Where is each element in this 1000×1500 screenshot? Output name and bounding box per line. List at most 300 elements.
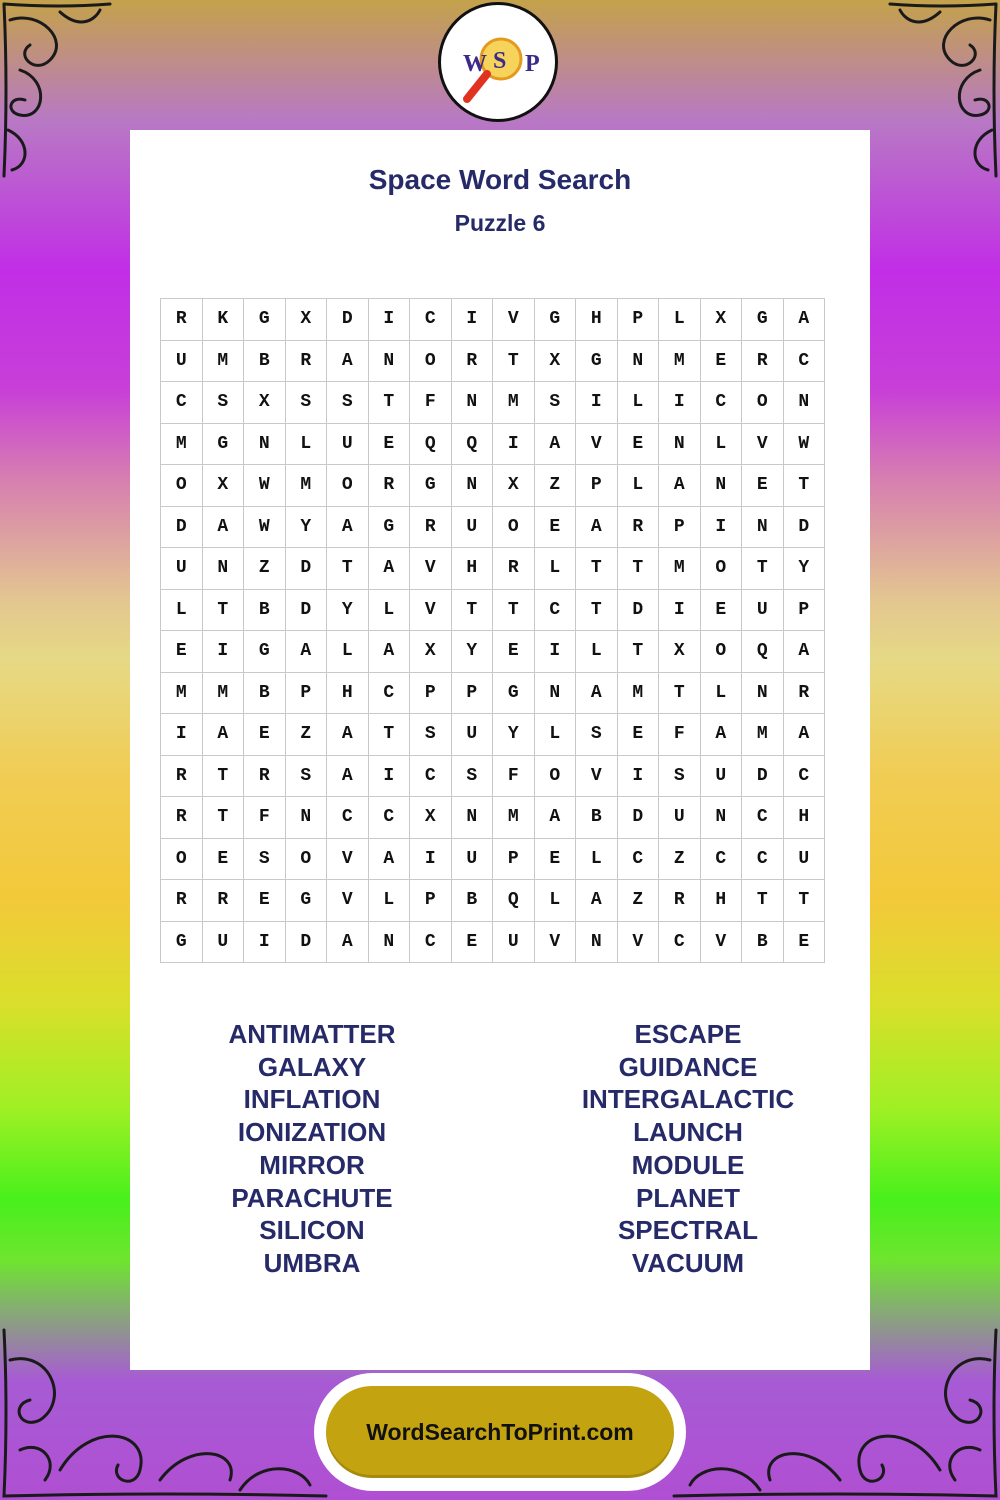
grid-cell[interactable]: D: [617, 589, 659, 631]
grid-cell[interactable]: R: [659, 880, 701, 922]
grid-cell[interactable]: M: [285, 465, 327, 507]
grid-cell[interactable]: N: [451, 382, 493, 424]
word-item: SPECTRAL: [617, 1215, 759, 1246]
grid-cell[interactable]: D: [285, 589, 327, 631]
puzzle-subtitle: Puzzle 6: [454, 210, 546, 236]
grid-cell[interactable]: R: [161, 797, 203, 839]
grid-cell[interactable]: P: [659, 506, 701, 548]
grid-cell[interactable]: G: [410, 465, 452, 507]
grid-cell[interactable]: A: [534, 423, 576, 465]
grid-cell[interactable]: A: [327, 714, 369, 756]
word-item: GUIDANCE: [618, 1051, 758, 1082]
grid-row: [161, 838, 825, 880]
grid-cell[interactable]: C: [659, 921, 701, 963]
word-item: ESCAPE: [634, 1019, 742, 1049]
grid-cell[interactable]: D: [783, 506, 825, 548]
logo-letter-w: W: [463, 51, 487, 77]
grid-row: [161, 755, 825, 797]
grid-cell[interactable]: A: [576, 506, 618, 548]
grid-cell[interactable]: M: [202, 340, 244, 382]
grid-cell[interactable]: A: [700, 714, 742, 756]
site-logo[interactable]: [438, 2, 558, 122]
grid-cell[interactable]: X: [410, 797, 452, 839]
grid-cell[interactable]: E: [617, 423, 659, 465]
grid-cell[interactable]: I: [161, 714, 203, 756]
grid-cell[interactable]: M: [493, 382, 535, 424]
grid-cell[interactable]: S: [202, 382, 244, 424]
logo-letter-p: P: [525, 51, 540, 77]
grid-cell[interactable]: C: [783, 755, 825, 797]
grid-cell[interactable]: C: [534, 589, 576, 631]
grid-cell[interactable]: A: [368, 631, 410, 673]
grid-cell[interactable]: P: [410, 880, 452, 922]
puzzle-title: Space Word Search: [368, 164, 632, 195]
grid-cell[interactable]: V: [493, 299, 535, 341]
grid-cell[interactable]: C: [783, 340, 825, 382]
grid-cell[interactable]: P: [285, 672, 327, 714]
grid-cell[interactable]: T: [327, 548, 369, 590]
grid-cell[interactable]: U: [327, 423, 369, 465]
grid-cell[interactable]: M: [659, 548, 701, 590]
grid-cell[interactable]: L: [534, 714, 576, 756]
grid-cell[interactable]: L: [576, 838, 618, 880]
grid-row: [161, 382, 825, 424]
grid-cell[interactable]: S: [327, 382, 369, 424]
grid-cell[interactable]: N: [576, 921, 618, 963]
grid-cell[interactable]: X: [659, 631, 701, 673]
grid-cell[interactable]: R: [617, 506, 659, 548]
grid-cell[interactable]: I: [451, 299, 493, 341]
grid-cell[interactable]: I: [244, 921, 286, 963]
grid-row: [161, 506, 825, 548]
grid-cell[interactable]: P: [617, 299, 659, 341]
grid-cell[interactable]: V: [617, 921, 659, 963]
grid-cell[interactable]: N: [244, 423, 286, 465]
grid-cell[interactable]: X: [493, 465, 535, 507]
grid-cell[interactable]: S: [534, 382, 576, 424]
grid-cell[interactable]: R: [368, 465, 410, 507]
grid-cell[interactable]: O: [742, 382, 784, 424]
word-item: ANTIMATTER: [228, 1019, 396, 1049]
grid-cell[interactable]: W: [244, 465, 286, 507]
grid-cell[interactable]: T: [617, 548, 659, 590]
grid-cell[interactable]: T: [202, 797, 244, 839]
grid-cell[interactable]: P: [410, 672, 452, 714]
grid-cell[interactable]: C: [700, 838, 742, 880]
grid-cell[interactable]: R: [161, 880, 203, 922]
letter-grid: [160, 298, 825, 963]
grid-cell[interactable]: S: [410, 714, 452, 756]
grid-cell[interactable]: T: [451, 589, 493, 631]
word-list-left: [162, 1018, 462, 1280]
grid-cell[interactable]: R: [161, 755, 203, 797]
grid-cell[interactable]: E: [534, 838, 576, 880]
magnifier-logo-icon: [441, 5, 555, 119]
grid-cell[interactable]: V: [700, 921, 742, 963]
grid-cell[interactable]: T: [783, 880, 825, 922]
word-item: INFLATION: [243, 1084, 381, 1115]
grid-cell[interactable]: E: [700, 589, 742, 631]
grid-cell[interactable]: I: [368, 755, 410, 797]
grid-cell[interactable]: B: [742, 921, 784, 963]
grid-cell[interactable]: A: [327, 921, 369, 963]
grid-cell[interactable]: T: [617, 631, 659, 673]
grid-cell[interactable]: W: [244, 506, 286, 548]
grid-cell[interactable]: A: [534, 797, 576, 839]
grid-cell[interactable]: O: [285, 838, 327, 880]
grid-cell[interactable]: G: [244, 631, 286, 673]
grid-cell[interactable]: W: [783, 423, 825, 465]
grid-cell[interactable]: Y: [327, 589, 369, 631]
grid-cell[interactable]: S: [285, 755, 327, 797]
grid-cell[interactable]: A: [368, 838, 410, 880]
grid-cell[interactable]: O: [700, 548, 742, 590]
grid-cell[interactable]: A: [327, 506, 369, 548]
grid-cell[interactable]: I: [368, 299, 410, 341]
grid-cell[interactable]: T: [493, 589, 535, 631]
grid-cell[interactable]: T: [742, 548, 784, 590]
grid-cell[interactable]: T: [368, 714, 410, 756]
word-item: SILICON: [259, 1215, 365, 1246]
grid-cell[interactable]: G: [244, 299, 286, 341]
grid-cell[interactable]: D: [161, 506, 203, 548]
grid-cell[interactable]: V: [742, 423, 784, 465]
grid-cell[interactable]: N: [617, 340, 659, 382]
grid-row: [161, 589, 825, 631]
grid-cell[interactable]: A: [202, 506, 244, 548]
grid-cell[interactable]: N: [202, 548, 244, 590]
grid-cell[interactable]: T: [493, 340, 535, 382]
grid-cell[interactable]: T: [576, 548, 618, 590]
grid-cell[interactable]: G: [742, 299, 784, 341]
grid-cell[interactable]: G: [285, 880, 327, 922]
grid-cell[interactable]: U: [161, 548, 203, 590]
grid-cell[interactable]: F: [659, 714, 701, 756]
grid-cell[interactable]: Z: [617, 880, 659, 922]
grid-cell[interactable]: O: [493, 506, 535, 548]
grid-cell[interactable]: X: [410, 631, 452, 673]
grid-cell[interactable]: E: [202, 838, 244, 880]
grid-cell[interactable]: Y: [493, 714, 535, 756]
grid-cell[interactable]: R: [161, 299, 203, 341]
grid-cell[interactable]: A: [783, 631, 825, 673]
grid-row: [161, 423, 825, 465]
grid-cell[interactable]: Q: [742, 631, 784, 673]
grid-cell[interactable]: M: [742, 714, 784, 756]
grid-cell[interactable]: C: [368, 672, 410, 714]
grid-cell[interactable]: U: [659, 797, 701, 839]
grid-cell[interactable]: C: [368, 797, 410, 839]
grid-cell[interactable]: P: [576, 465, 618, 507]
grid-cell[interactable]: Y: [451, 631, 493, 673]
grid-cell[interactable]: S: [451, 755, 493, 797]
grid-cell[interactable]: V: [576, 423, 618, 465]
grid-cell[interactable]: P: [493, 838, 535, 880]
grid-cell[interactable]: L: [368, 880, 410, 922]
grid-row: [161, 672, 825, 714]
grid-row: [161, 631, 825, 673]
grid-cell[interactable]: B: [244, 340, 286, 382]
grid-cell[interactable]: E: [742, 465, 784, 507]
word-item: INTERGALACTIC: [581, 1084, 795, 1115]
grid-cell[interactable]: E: [161, 631, 203, 673]
grid-cell[interactable]: I: [700, 506, 742, 548]
grid-cell[interactable]: C: [742, 838, 784, 880]
grid-cell[interactable]: F: [493, 755, 535, 797]
word-item: PLANET: [636, 1182, 740, 1213]
grid-cell[interactable]: A: [783, 299, 825, 341]
grid-cell[interactable]: N: [451, 465, 493, 507]
grid-cell[interactable]: A: [368, 548, 410, 590]
grid-cell[interactable]: C: [617, 838, 659, 880]
grid-cell[interactable]: L: [700, 672, 742, 714]
grid-cell[interactable]: G: [202, 423, 244, 465]
word-list-right: [538, 1018, 838, 1280]
grid-cell[interactable]: Q: [410, 423, 452, 465]
grid-cell[interactable]: E: [244, 714, 286, 756]
grid-cell[interactable]: E: [700, 340, 742, 382]
grid-cell[interactable]: M: [493, 797, 535, 839]
ornament-top-right-icon: [880, 0, 1000, 180]
grid-cell[interactable]: V: [327, 838, 369, 880]
grid-cell[interactable]: N: [700, 797, 742, 839]
grid-cell[interactable]: G: [368, 506, 410, 548]
grid-cell[interactable]: I: [534, 631, 576, 673]
grid-cell[interactable]: A: [576, 880, 618, 922]
grid-cell[interactable]: A: [285, 631, 327, 673]
word-item: LAUNCH: [633, 1117, 743, 1148]
grid-cell[interactable]: L: [534, 548, 576, 590]
grid-cell[interactable]: A: [327, 340, 369, 382]
grid-row: [161, 465, 825, 507]
grid-cell[interactable]: N: [451, 797, 493, 839]
grid-cell[interactable]: V: [327, 880, 369, 922]
grid-cell[interactable]: L: [576, 631, 618, 673]
grid-cell[interactable]: L: [617, 465, 659, 507]
grid-cell[interactable]: R: [783, 672, 825, 714]
grid-cell[interactable]: N: [783, 382, 825, 424]
grid-cell[interactable]: B: [576, 797, 618, 839]
grid-cell[interactable]: Z: [244, 548, 286, 590]
grid-cell[interactable]: I: [659, 589, 701, 631]
grid-cell[interactable]: S: [659, 755, 701, 797]
grid-cell[interactable]: E: [451, 921, 493, 963]
grid-cell[interactable]: I: [410, 838, 452, 880]
grid-row: [161, 548, 825, 590]
grid-cell[interactable]: B: [244, 672, 286, 714]
grid-cell[interactable]: U: [742, 589, 784, 631]
grid-cell[interactable]: U: [451, 714, 493, 756]
grid-cell[interactable]: Y: [285, 506, 327, 548]
grid-cell[interactable]: U: [700, 755, 742, 797]
grid-cell[interactable]: B: [451, 880, 493, 922]
grid-cell[interactable]: G: [493, 672, 535, 714]
grid-cell[interactable]: T: [659, 672, 701, 714]
grid-cell[interactable]: N: [742, 672, 784, 714]
grid-cell[interactable]: O: [700, 631, 742, 673]
grid-cell[interactable]: C: [742, 797, 784, 839]
grid-cell[interactable]: O: [327, 465, 369, 507]
grid-cell[interactable]: X: [202, 465, 244, 507]
grid-cell[interactable]: E: [783, 921, 825, 963]
grid-cell[interactable]: O: [410, 340, 452, 382]
grid-cell[interactable]: Z: [534, 465, 576, 507]
grid-cell[interactable]: X: [700, 299, 742, 341]
grid-row: [161, 714, 825, 756]
grid-cell[interactable]: R: [285, 340, 327, 382]
grid-cell[interactable]: T: [368, 382, 410, 424]
grid-cell[interactable]: C: [410, 299, 452, 341]
grid-cell[interactable]: C: [327, 797, 369, 839]
word-item: MODULE: [631, 1149, 745, 1180]
grid-cell[interactable]: R: [202, 880, 244, 922]
puzzle-sheet: [130, 130, 870, 1370]
grid-cell[interactable]: N: [368, 921, 410, 963]
grid-cell[interactable]: R: [742, 340, 784, 382]
grid-cell[interactable]: P: [451, 672, 493, 714]
grid-cell[interactable]: N: [659, 423, 701, 465]
grid-cell[interactable]: G: [161, 921, 203, 963]
grid-cell[interactable]: S: [576, 714, 618, 756]
grid-cell[interactable]: H: [451, 548, 493, 590]
grid-cell[interactable]: V: [410, 548, 452, 590]
grid-cell[interactable]: D: [617, 797, 659, 839]
grid-cell[interactable]: P: [783, 589, 825, 631]
grid-cell[interactable]: I: [576, 382, 618, 424]
grid-cell[interactable]: O: [161, 465, 203, 507]
site-link[interactable]: WordSearchToPrint.com: [366, 1418, 634, 1445]
grid-cell[interactable]: C: [410, 755, 452, 797]
grid-cell[interactable]: N: [700, 465, 742, 507]
grid-cell[interactable]: M: [617, 672, 659, 714]
grid-cell[interactable]: Q: [451, 423, 493, 465]
grid-cell[interactable]: R: [451, 340, 493, 382]
grid-cell[interactable]: S: [244, 838, 286, 880]
grid-cell[interactable]: R: [410, 506, 452, 548]
word-item: VACUUM: [631, 1247, 745, 1278]
grid-cell[interactable]: F: [410, 382, 452, 424]
grid-cell[interactable]: L: [161, 589, 203, 631]
grid-cell[interactable]: N: [742, 506, 784, 548]
grid-cell[interactable]: R: [244, 755, 286, 797]
grid-cell[interactable]: E: [617, 714, 659, 756]
grid-cell[interactable]: U: [493, 921, 535, 963]
grid-cell[interactable]: I: [659, 382, 701, 424]
grid-cell[interactable]: A: [783, 714, 825, 756]
grid-cell[interactable]: I: [493, 423, 535, 465]
grid-cell[interactable]: T: [783, 465, 825, 507]
grid-cell[interactable]: L: [617, 382, 659, 424]
grid-cell[interactable]: A: [202, 714, 244, 756]
grid-cell[interactable]: V: [534, 921, 576, 963]
grid-cell[interactable]: L: [700, 423, 742, 465]
grid-cell[interactable]: B: [244, 589, 286, 631]
grid-cell[interactable]: U: [202, 921, 244, 963]
grid-cell[interactable]: E: [244, 880, 286, 922]
grid-cell[interactable]: F: [244, 797, 286, 839]
grid-cell[interactable]: N: [285, 797, 327, 839]
grid-cell[interactable]: O: [534, 755, 576, 797]
grid-cell[interactable]: V: [576, 755, 618, 797]
grid-cell[interactable]: H: [576, 299, 618, 341]
grid-cell[interactable]: U: [451, 838, 493, 880]
grid-cell[interactable]: E: [534, 506, 576, 548]
grid-cell[interactable]: E: [493, 631, 535, 673]
grid-cell[interactable]: K: [202, 299, 244, 341]
grid-cell[interactable]: Z: [285, 714, 327, 756]
grid-cell[interactable]: T: [742, 880, 784, 922]
word-item: UMBRA: [263, 1247, 361, 1278]
grid-cell[interactable]: Q: [493, 880, 535, 922]
grid-cell[interactable]: L: [368, 589, 410, 631]
grid-cell[interactable]: M: [161, 423, 203, 465]
grid-cell[interactable]: U: [783, 838, 825, 880]
grid-cell[interactable]: V: [410, 589, 452, 631]
logo-letter-s: S: [493, 48, 507, 74]
grid-cell[interactable]: T: [202, 755, 244, 797]
word-item: GALAXY: [257, 1051, 367, 1082]
grid-cell[interactable]: C: [700, 382, 742, 424]
grid-cell[interactable]: T: [202, 589, 244, 631]
grid-cell[interactable]: A: [659, 465, 701, 507]
grid-cell[interactable]: I: [617, 755, 659, 797]
grid-cell[interactable]: D: [742, 755, 784, 797]
footer-banner[interactable]: [326, 1386, 674, 1478]
grid-cell[interactable]: X: [534, 340, 576, 382]
grid-cell[interactable]: G: [576, 340, 618, 382]
grid-cell[interactable]: M: [659, 340, 701, 382]
grid-cell[interactable]: M: [202, 672, 244, 714]
grid-cell[interactable]: G: [534, 299, 576, 341]
grid-cell[interactable]: A: [327, 755, 369, 797]
grid-cell[interactable]: N: [368, 340, 410, 382]
grid-cell[interactable]: R: [493, 548, 535, 590]
ornament-top-left-icon: [0, 0, 120, 180]
grid-cell[interactable]: U: [161, 340, 203, 382]
grid-cell[interactable]: D: [327, 299, 369, 341]
grid-cell[interactable]: L: [285, 423, 327, 465]
grid-row: [161, 299, 825, 341]
grid-cell[interactable]: H: [783, 797, 825, 839]
grid-row: [161, 880, 825, 922]
grid-cell[interactable]: D: [285, 548, 327, 590]
grid-cell[interactable]: M: [161, 672, 203, 714]
grid-cell[interactable]: N: [534, 672, 576, 714]
grid-cell[interactable]: O: [161, 838, 203, 880]
grid-row: [161, 797, 825, 839]
grid-cell[interactable]: D: [285, 921, 327, 963]
grid-row: [161, 340, 825, 382]
grid-cell[interactable]: X: [285, 299, 327, 341]
grid-cell[interactable]: U: [451, 506, 493, 548]
grid-cell[interactable]: T: [576, 589, 618, 631]
grid-cell[interactable]: C: [410, 921, 452, 963]
grid-cell[interactable]: S: [285, 382, 327, 424]
grid-cell[interactable]: X: [244, 382, 286, 424]
grid-cell[interactable]: H: [327, 672, 369, 714]
grid-cell[interactable]: Z: [659, 838, 701, 880]
grid-cell[interactable]: L: [327, 631, 369, 673]
grid-cell[interactable]: L: [534, 880, 576, 922]
grid-cell[interactable]: C: [161, 382, 203, 424]
grid-cell[interactable]: H: [700, 880, 742, 922]
grid-cell[interactable]: E: [368, 423, 410, 465]
word-item: PARACHUTE: [231, 1182, 393, 1213]
grid-cell[interactable]: A: [576, 672, 618, 714]
grid-cell[interactable]: I: [202, 631, 244, 673]
grid-cell[interactable]: L: [659, 299, 701, 341]
grid-cell[interactable]: Y: [783, 548, 825, 590]
